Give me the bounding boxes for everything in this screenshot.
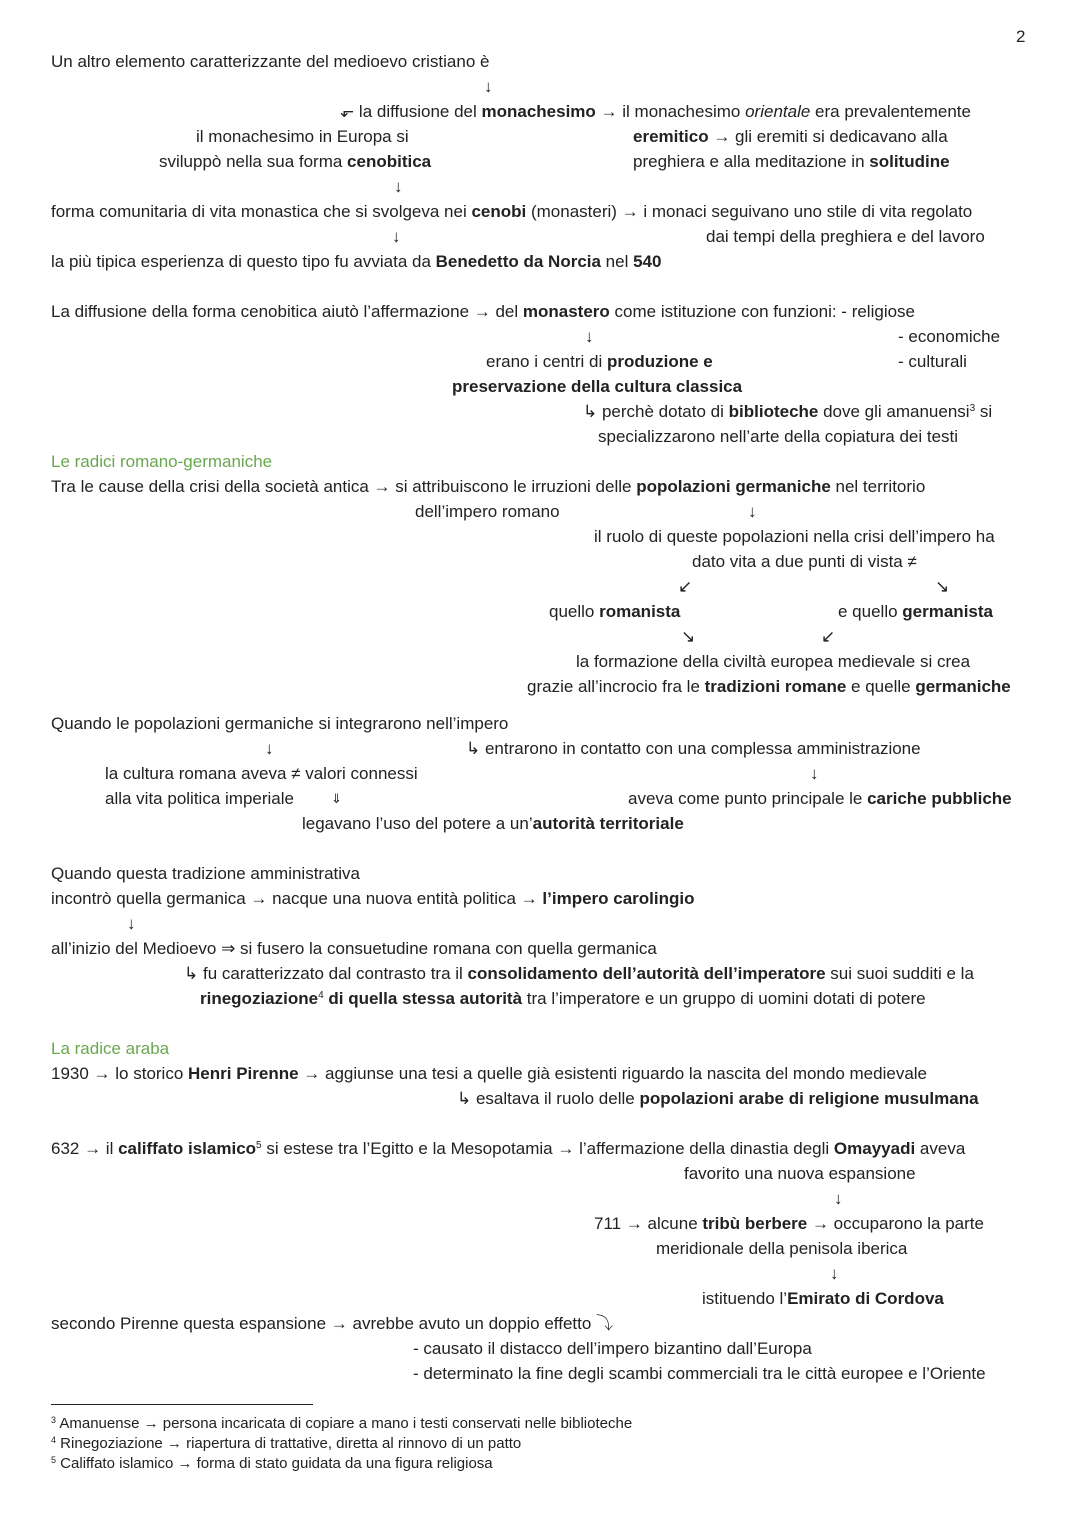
text-run: (monasteri) → i monaci seguivano uno stile di vita regolato bbox=[526, 202, 973, 221]
text-line bbox=[415, 500, 560, 524]
text-run: favorito una nuova espansione bbox=[684, 1164, 916, 1183]
text-line bbox=[51, 887, 695, 911]
text-run: Tra le cause della crisi della società antica → si attribuiscono le irruzioni delle bbox=[51, 477, 637, 496]
text-line bbox=[633, 125, 948, 149]
bold-text: germaniche bbox=[915, 677, 1011, 696]
bold-text: cariche pubbliche bbox=[867, 789, 1012, 808]
down-arrow: ↓ bbox=[127, 914, 136, 933]
bold-text: tradizioni romane bbox=[704, 677, 847, 696]
bold-text: autorità territoriale bbox=[532, 814, 684, 833]
text-run: 711 → alcune bbox=[594, 1214, 703, 1233]
text-line bbox=[200, 987, 926, 1011]
footnote bbox=[51, 1434, 521, 1454]
text-run: 632 → il bbox=[51, 1139, 119, 1158]
bold-text: germanista bbox=[902, 602, 993, 621]
text-run: ↳ fu caratterizzato dal contrasto tra il bbox=[184, 964, 468, 983]
text-run: dai tempi della preghiera e del lavoro bbox=[706, 227, 985, 246]
bold-text: monachesimo bbox=[481, 102, 596, 121]
text-run: ⬐ la diffusione del bbox=[340, 102, 482, 121]
text-line bbox=[598, 425, 958, 449]
text-run: nel territorio bbox=[830, 477, 926, 496]
text-run: - causato il distacco dell’impero bizantino dall’Europa bbox=[413, 1339, 812, 1358]
text-line bbox=[706, 225, 985, 249]
text-line bbox=[452, 375, 742, 399]
footnote-marker: 3 bbox=[969, 403, 976, 414]
bold-text: tribù berbere bbox=[702, 1214, 808, 1233]
text-run: si bbox=[975, 402, 993, 421]
text-line bbox=[105, 762, 418, 786]
text-run: all’inizio del Medioevo ⇒ si fusero la consuetudine romana con quella germanica bbox=[51, 939, 657, 958]
footnote-divider bbox=[51, 1404, 313, 1405]
diagonal-arrow: ↘ bbox=[935, 577, 950, 596]
text-run: tra l’imperatore e un gruppo di uomini dotati di potere bbox=[522, 989, 926, 1008]
page-number: 2 bbox=[1016, 27, 1026, 46]
text-line bbox=[196, 125, 409, 149]
down-arrow: ↓ bbox=[392, 227, 401, 246]
text-run: → il monachesimo bbox=[595, 102, 746, 121]
text-run: il ruolo di queste popolazioni nella crisi dell’impero ha bbox=[594, 527, 995, 546]
text-run: Un altro elemento caratterizzante del medioevo cristiano è bbox=[51, 52, 490, 71]
text-line bbox=[656, 1237, 907, 1261]
down-arrow: ↓ bbox=[810, 764, 819, 783]
text-run: sui suoi sudditi e la bbox=[825, 964, 974, 983]
text-run: era prevalentemente bbox=[810, 102, 971, 121]
text-run: dell’impero romano bbox=[415, 502, 560, 521]
text-run: quello bbox=[549, 602, 600, 621]
bold-text: monastero bbox=[522, 302, 610, 321]
down-arrow: ↓ bbox=[484, 77, 493, 96]
text-run: dato vita a due punti di vista ≠ bbox=[692, 552, 917, 571]
text-line bbox=[51, 862, 360, 886]
text-line bbox=[105, 787, 294, 811]
bold-text: 540 bbox=[633, 252, 662, 271]
section-heading: La radice araba bbox=[51, 1039, 170, 1058]
text-run: Califfato islamico → forma di stato guidata da una figura religiosa bbox=[56, 1455, 493, 1472]
footnote-marker: 5 bbox=[51, 1455, 57, 1465]
text-line bbox=[51, 937, 657, 961]
text-line bbox=[692, 550, 917, 574]
footnote bbox=[51, 1414, 632, 1434]
text-line bbox=[51, 200, 972, 224]
bold-text: produzione e bbox=[606, 352, 713, 371]
bold-text: l’impero carolingio bbox=[542, 889, 695, 908]
diagonal-arrow: ↙ bbox=[678, 577, 693, 596]
bold-text: popolazioni arabe di religione musulmana bbox=[639, 1089, 979, 1108]
text-run: La diffusione della forma cenobitica aiutò l’affermazione → del bbox=[51, 302, 523, 321]
down-arrow: ↓ bbox=[830, 1264, 839, 1283]
text-run: sviluppò nella sua forma bbox=[159, 152, 348, 171]
text-run: incontrò quella germanica → nacque una nuova entità politica → bbox=[51, 889, 543, 908]
text-run: la cultura romana aveva ≠ valori connessi bbox=[105, 764, 418, 783]
footnote-marker: 4 bbox=[51, 1435, 57, 1445]
text-run: Quando questa tradizione amministrativa bbox=[51, 864, 360, 883]
text-line bbox=[702, 1287, 944, 1311]
text-line bbox=[340, 100, 971, 124]
down-arrow: ↓ bbox=[265, 739, 274, 758]
text-line bbox=[159, 150, 431, 174]
text-line bbox=[184, 962, 974, 986]
text-line bbox=[51, 712, 508, 736]
section-heading: Le radici romano-germaniche bbox=[51, 452, 273, 471]
text-run: nel bbox=[600, 252, 634, 271]
bold-text: solitudine bbox=[869, 152, 950, 171]
text-run: aveva bbox=[915, 1139, 966, 1158]
text-run: preghiera e alla meditazione in bbox=[633, 152, 870, 171]
text-line bbox=[413, 1362, 986, 1386]
text-line bbox=[594, 525, 995, 549]
bold-text: consolidamento dell’autorità dell’imperatore bbox=[467, 964, 826, 983]
text-run: ↳ esaltava il ruolo delle bbox=[457, 1089, 640, 1108]
bold-text: eremitico bbox=[633, 127, 709, 146]
bold-text: califfato islamico bbox=[118, 1139, 257, 1158]
text-run: legavano l’uso del potere a un’ bbox=[302, 814, 533, 833]
diagonal-arrow: ↙ bbox=[821, 627, 836, 646]
text-line bbox=[466, 737, 921, 761]
text-line bbox=[549, 600, 680, 624]
text-run: → occuparono la parte bbox=[807, 1214, 984, 1233]
text-line bbox=[898, 350, 967, 374]
footnote-marker: 3 bbox=[51, 1415, 57, 1425]
text-run: ↳ perchè dotato di bbox=[583, 402, 729, 421]
text-run: erano i centri di bbox=[486, 352, 607, 371]
text-run: come istituzione con funzioni: - religiose bbox=[609, 302, 915, 321]
bold-text: cenobi bbox=[471, 202, 527, 221]
text-run: e quello bbox=[838, 602, 903, 621]
bold-text: di quella stessa autorità bbox=[323, 989, 523, 1008]
footnote-marker: 5 bbox=[256, 1140, 262, 1151]
text-line bbox=[628, 787, 1012, 811]
text-line bbox=[898, 325, 1000, 349]
text-run: forma comunitaria di vita monastica che si svolgeva nei bbox=[51, 202, 472, 221]
text-line bbox=[633, 150, 950, 174]
down-arrow: ↓ bbox=[585, 327, 594, 346]
text-line bbox=[51, 50, 489, 74]
text-run: - economiche bbox=[898, 327, 1001, 346]
text-run: aveva come punto principale le bbox=[628, 789, 868, 808]
bold-text: Omayyadi bbox=[833, 1139, 916, 1158]
down-arrow: ↓ bbox=[748, 502, 757, 521]
text-line bbox=[457, 1087, 979, 1111]
text-line bbox=[51, 1062, 927, 1086]
text-run: secondo Pirenne questa espansione → avrebbe avuto un doppio effetto ⤵ bbox=[51, 1314, 614, 1333]
text-line bbox=[51, 250, 661, 274]
text-run: la più tipica esperienza di questo tipo fu avviata da bbox=[51, 252, 436, 271]
footnote-marker: 4 bbox=[318, 990, 324, 1001]
footnote bbox=[51, 1454, 493, 1474]
text-line bbox=[413, 1337, 812, 1361]
text-line bbox=[51, 1137, 965, 1161]
text-run: ↳ entrarono in contatto con una complessa amministrazione bbox=[466, 739, 921, 758]
text-run: specializzarono nell’arte della copiatura dei testi bbox=[598, 427, 959, 446]
italic-text: orientale bbox=[745, 102, 811, 121]
text-line bbox=[51, 300, 915, 324]
text-line bbox=[576, 650, 970, 674]
text-run: istituendo l’ bbox=[702, 1289, 788, 1308]
text-line bbox=[594, 1212, 984, 1236]
text-line bbox=[684, 1162, 916, 1186]
text-line bbox=[486, 350, 713, 374]
down-arrow: ↓ bbox=[834, 1189, 843, 1208]
bold-text: Emirato di Cordova bbox=[787, 1289, 944, 1308]
text-line bbox=[51, 475, 925, 499]
bold-text: popolazioni germaniche bbox=[636, 477, 831, 496]
text-run: meridionale della penisola iberica bbox=[656, 1239, 908, 1258]
text-run: - determinato la fine degli scambi commerciali tra le città europee e l’Oriente bbox=[413, 1364, 986, 1383]
text-run: → gli eremiti si dedicavano alla bbox=[708, 127, 948, 146]
text-line bbox=[527, 675, 1011, 699]
text-run: alla vita politica imperiale bbox=[105, 789, 294, 808]
text-run: Quando le popolazioni germaniche si integrarono nell’impero bbox=[51, 714, 509, 733]
text-run: la formazione della civiltà europea medievale si crea bbox=[576, 652, 971, 671]
bold-text: cenobitica bbox=[347, 152, 432, 171]
text-run: e quelle bbox=[846, 677, 916, 696]
text-run: Amanuense → persona incaricata di copiare a mano i testi conservati nelle biblioteche bbox=[56, 1415, 633, 1432]
diagonal-arrow: ↘ bbox=[681, 627, 696, 646]
down-arrow: ↓ bbox=[394, 177, 403, 196]
text-line bbox=[51, 1312, 613, 1336]
bold-text: preservazione della cultura classica bbox=[452, 377, 743, 396]
text-run: dove gli amanuensi bbox=[818, 402, 970, 421]
text-run: → aggiunse una tesi a quelle già esistenti riguardo la nascita del mondo medievale bbox=[298, 1064, 928, 1083]
text-run: si estese tra l’Egitto e la Mesopotamia → l’affermazione della dinastia degli bbox=[261, 1139, 834, 1158]
text-line bbox=[838, 600, 993, 624]
text-run: il monachesimo in Europa si bbox=[196, 127, 409, 146]
double-down-arrow: ⇓ bbox=[331, 791, 342, 806]
text-run: 1930 → lo storico bbox=[51, 1064, 189, 1083]
bold-text: romanista bbox=[599, 602, 681, 621]
text-run: - culturali bbox=[898, 352, 967, 371]
text-line bbox=[302, 812, 684, 836]
bold-text: Benedetto da Norcia bbox=[435, 252, 601, 271]
bold-text: rinegoziazione bbox=[200, 989, 319, 1008]
text-run: grazie all’incrocio fra le bbox=[527, 677, 705, 696]
bold-text: Henri Pirenne bbox=[188, 1064, 299, 1083]
text-line bbox=[583, 400, 992, 424]
bold-text: biblioteche bbox=[728, 402, 819, 421]
text-run: Rinegoziazione → riapertura di trattative, diretta al rinnovo di un patto bbox=[56, 1435, 522, 1452]
